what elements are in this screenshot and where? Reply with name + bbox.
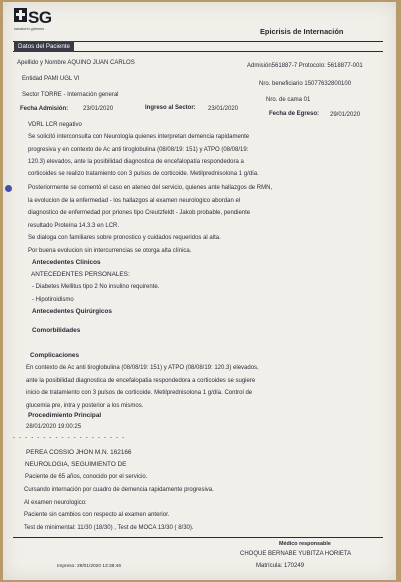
- fecha-egreso: 29/01/2020: [330, 112, 361, 118]
- fecha-admision: 23/01/2020: [83, 106, 114, 112]
- antecedentes-quirurgicos-heading: Antecedentes Quirúrgicos: [32, 308, 112, 315]
- fecha-admision-label: Fecha Admisión:: [20, 106, 69, 112]
- body-line: Por buena evolucion sin intercurrencias se otorga alta clínica.: [28, 248, 192, 254]
- nro-cama: Nro. de cama 01: [266, 97, 311, 103]
- body-line: 120.3) elevados, ante la posibilidad diagnostica de encefalopatía respondedora a: [28, 159, 244, 165]
- complicaciones-heading: Complicaciones: [30, 352, 80, 359]
- complicaciones-line: ante la posibilidad diagnostica de encefalopatia respondedora a corticoides se sugiere: [26, 378, 256, 384]
- ink-mark: [5, 185, 12, 192]
- antecedente-item: - Hipotiroidismo: [32, 297, 74, 303]
- antecedentes-personales-heading: ANTECEDENTES PERSONALES:: [31, 271, 130, 278]
- neuro-line: Al examen neurologico:: [24, 500, 87, 506]
- sanatorio-logo: [14, 8, 52, 28]
- nro-beneficiario: Nro. beneficiario 15077632800100: [259, 81, 352, 87]
- neuro-line: Paciente de 65 años, conocido por el servicio.: [25, 474, 148, 480]
- document-title: Epicrisis de Internación: [260, 27, 344, 36]
- patient-name: Apellido y Nombre AQUINO JUAN CARLOS: [17, 60, 135, 66]
- body-line: Se dialoga con familiares sobre pronostico y cuidados requeridos al alta.: [28, 235, 221, 241]
- entidad: Entidad PAMI UGL VI: [22, 76, 80, 82]
- body-line: Se solicitó interconsulta con Neurología quienes interpretan demencia rapidamente: [28, 134, 250, 140]
- body-line: la evolucion de la enfermedad - los hallazgos al examen neurologico abordan el: [28, 198, 241, 204]
- antecedente-item: - Diabetes Mellitus tipo 2 No insulino requirente.: [32, 284, 160, 290]
- footer-rule: [13, 537, 383, 538]
- neuro-line: Paciente sin cambios con respecto al examen anterior.: [24, 512, 170, 518]
- body-line: Posteriormente se comentó el caso en ateneo del servicio, quienes ante hallazgos de RMN,: [28, 185, 273, 191]
- neuro-line: NEUROLOGIA, SEGUIMIENTO DE: [25, 461, 127, 468]
- cross-icon: [14, 8, 27, 22]
- ingreso-sector-label: Ingreso al Sector:: [145, 105, 196, 111]
- ingreso-sector: 23/01/2020: [208, 106, 239, 112]
- complicaciones-line: glucemia pre, intra y posterior a los mismos.: [26, 403, 144, 409]
- procedimiento-heading: Procedimiento Principal: [28, 412, 102, 419]
- document-sheet: [3, 2, 396, 580]
- section-bar-label: Datos del Paciente: [14, 41, 74, 52]
- body-line: progresiva y en contexto de Ac anti tiroglobulina (08/08/19: 151) y ATPO (08/08/19:: [28, 147, 249, 153]
- antecedentes-clinicos-heading: Antecedentes Clinicos: [32, 259, 101, 266]
- body-line: VDRL LCR negativo: [28, 122, 82, 128]
- dashed-separator: - - - - - - - - - - - - - - - - - - -: [13, 435, 126, 441]
- comorbilidades-heading: Comorbilidades: [32, 327, 81, 334]
- impreso-timestamp: Impreso: 29/01/2020 13:38:46: [57, 564, 122, 569]
- neuro-line: Test de minimental: 11/30 (18/30) , Test de MOCA 13/30 ( 8/30).: [24, 525, 194, 531]
- body-line: resultado Proteína 14.3.3 en LCR.: [28, 223, 120, 229]
- admision-protocolo: Admisión561887-7 Protocolo: 5618877-001: [247, 63, 363, 69]
- logo-subtitle: sanatorio güemes: [14, 27, 45, 31]
- body-line: diagnostico de enfermedad por priones tipo Creutzfeldt - Jakob probable, pendiente: [28, 210, 251, 216]
- body-line: corticoides se realizo tratamiento con 3 pulsos de corticoide. Metilprednisolona 1 g/día.: [28, 171, 259, 177]
- sector: Sector TORRE - Internación general: [22, 92, 119, 98]
- neuro-line: PEREA COSSIO JHON M.N. 162166: [26, 449, 132, 456]
- medico-name: CHOQUE BERNABE YUBITZA HORIETA: [240, 551, 352, 557]
- neuro-line: Cursando internación por cuadro de demencia rapidamente progresiva.: [24, 487, 214, 493]
- logo-text: SG: [28, 8, 52, 27]
- fecha-egreso-label: Fecha de Egreso:: [269, 111, 320, 117]
- complicaciones-line: inicio de tratamiento con 3 pulsos de corticoide. Metilprednisolona 1 g/día. Control de: [26, 390, 253, 396]
- medico-label: Médico responsable: [279, 541, 331, 547]
- complicaciones-line: En contexto de Ac anti tiroglobulina (08/08/19: 151) y ATPO (08/08/19: 120.3) elevados,: [26, 365, 259, 371]
- medico-matricula: Matrícula: 170249: [256, 563, 305, 569]
- procedimiento-datetime: 28/01/2020 19:00:25: [26, 424, 82, 430]
